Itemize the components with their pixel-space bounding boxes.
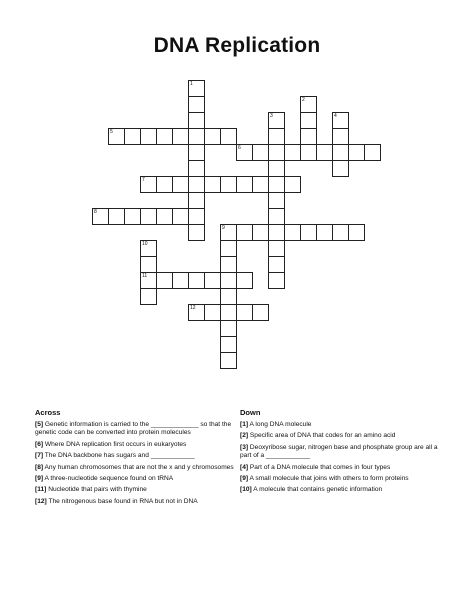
clue-number: 10 xyxy=(142,241,148,247)
grid-cell[interactable] xyxy=(284,176,301,193)
grid-cell[interactable] xyxy=(236,272,253,289)
clue-across-11: [11] Nucleotide that pairs with thymine xyxy=(35,486,147,494)
grid-cell[interactable] xyxy=(268,256,285,273)
grid-cell[interactable] xyxy=(220,320,237,337)
grid-cell[interactable] xyxy=(220,240,237,257)
clue-across-12: [12] The nitrogenous base found in RNA but not in DNA xyxy=(35,497,198,505)
grid-cell[interactable] xyxy=(332,160,349,177)
grid-cell[interactable] xyxy=(220,256,237,273)
grid-cell[interactable] xyxy=(204,272,221,289)
puzzle-title: DNA Replication xyxy=(153,34,321,57)
grid-cell[interactable] xyxy=(268,208,285,225)
grid-cell[interactable] xyxy=(220,224,237,241)
grid-cell[interactable] xyxy=(220,128,237,145)
grid-cell[interactable] xyxy=(156,272,173,289)
grid-cell[interactable] xyxy=(220,336,237,353)
clue-down-10: [10] A molecule that contains genetic information xyxy=(240,486,383,494)
clue-number: 7 xyxy=(142,177,145,183)
clue-number: 9 xyxy=(222,225,225,231)
grid-cell[interactable] xyxy=(188,176,205,193)
grid-cell[interactable] xyxy=(188,96,205,113)
clue-down-4: [4] Part of a DNA molecule that comes in four types xyxy=(240,463,391,471)
grid-cell[interactable] xyxy=(188,224,205,241)
grid-cell[interactable] xyxy=(316,144,333,161)
grid-cell[interactable] xyxy=(268,272,285,289)
grid-cell[interactable] xyxy=(268,128,285,145)
grid-cell[interactable] xyxy=(348,144,365,161)
grid-cell[interactable] xyxy=(252,144,269,161)
grid-cell[interactable] xyxy=(284,144,301,161)
across-heading: Across xyxy=(35,408,61,417)
grid-cell[interactable] xyxy=(268,144,285,161)
clue-down-3: [3] Deoxyribose sugar, nitrogen base and phosphate group are all a part of a ____________ xyxy=(240,443,438,460)
grid-cell[interactable] xyxy=(236,224,253,241)
grid-cell[interactable] xyxy=(108,208,125,225)
grid-cell[interactable] xyxy=(188,112,205,129)
grid-cell[interactable] xyxy=(92,208,109,225)
grid-cell[interactable] xyxy=(332,112,349,129)
grid-cell[interactable] xyxy=(300,224,317,241)
clue-across-9: [9] A three-nucleotide sequence found on tRNA xyxy=(35,475,174,483)
clue-across-7: [7] The DNA backbone has sugars and ____________ xyxy=(35,452,195,460)
clue-number: 6 xyxy=(238,145,241,151)
grid-cell[interactable] xyxy=(188,304,205,321)
grid-cell[interactable] xyxy=(140,176,157,193)
grid-cell[interactable] xyxy=(108,128,125,145)
grid-cell[interactable] xyxy=(156,208,173,225)
grid-cell[interactable] xyxy=(204,176,221,193)
grid-cell[interactable] xyxy=(236,304,253,321)
grid-cell[interactable] xyxy=(268,192,285,209)
grid-cell[interactable] xyxy=(140,272,157,289)
grid-cell[interactable] xyxy=(220,288,237,305)
grid-cell[interactable] xyxy=(236,144,253,161)
clue-number: 4 xyxy=(334,113,337,119)
grid-cell[interactable] xyxy=(140,240,157,257)
clue-down-2: [2] Specific area of DNA that codes for an amino acid xyxy=(240,432,396,440)
clue-down-9: [9] A small molecule that joins with others to form proteins xyxy=(240,475,409,483)
grid-cell[interactable] xyxy=(268,176,285,193)
clue-across-8: [8] Any human chromosomes that are not the x and y chromosomes xyxy=(35,463,234,471)
clue-number: 12 xyxy=(190,305,196,311)
grid-cell[interactable] xyxy=(300,112,317,129)
grid-cell[interactable] xyxy=(284,224,301,241)
grid-cell[interactable] xyxy=(140,128,157,145)
grid-cell[interactable] xyxy=(188,128,205,145)
grid-cell[interactable] xyxy=(188,80,205,97)
grid-cell[interactable] xyxy=(188,160,205,177)
grid-cell[interactable] xyxy=(124,208,141,225)
grid-cell[interactable] xyxy=(332,224,349,241)
grid-cell[interactable] xyxy=(252,176,269,193)
grid-cell[interactable] xyxy=(236,176,253,193)
grid-cell[interactable] xyxy=(140,288,157,305)
clue-across-6: [6] Where DNA replication first occurs in eukaryotes xyxy=(35,440,187,448)
clue-down-1: [1] A long DNA molecule xyxy=(240,421,312,428)
grid-cell[interactable] xyxy=(268,224,285,241)
grid-cell[interactable] xyxy=(124,128,141,145)
grid-cell[interactable] xyxy=(364,144,381,161)
grid-cell[interactable] xyxy=(172,208,189,225)
clue-number: 5 xyxy=(110,129,113,135)
clue-number: 11 xyxy=(142,273,148,279)
grid-cell[interactable] xyxy=(188,208,205,225)
grid-cell[interactable] xyxy=(332,128,349,145)
grid-cell[interactable] xyxy=(268,240,285,257)
grid-cell[interactable] xyxy=(188,192,205,209)
grid-cell[interactable] xyxy=(220,176,237,193)
grid-cell[interactable] xyxy=(268,112,285,129)
across-clue-list xyxy=(35,421,245,509)
grid-cell[interactable] xyxy=(204,128,221,145)
grid-cell[interactable] xyxy=(188,144,205,161)
clue-across-5: [5] Genetic information is carried to the _____________ so that the genetic code can be converted into protein molecules xyxy=(35,421,232,437)
grid-cell[interactable] xyxy=(300,144,317,161)
down-clue-list xyxy=(240,421,450,498)
grid-cell[interactable] xyxy=(252,224,269,241)
grid-cell[interactable] xyxy=(348,224,365,241)
clue-number: 2 xyxy=(302,97,305,103)
clue-number: 1 xyxy=(190,81,193,87)
grid-cell[interactable] xyxy=(300,128,317,145)
grid-cell[interactable] xyxy=(252,304,269,321)
clue-number: 3 xyxy=(270,113,273,119)
grid-cell[interactable] xyxy=(220,352,237,369)
grid-cell[interactable] xyxy=(188,272,205,289)
grid-cell[interactable] xyxy=(268,160,285,177)
grid-cell[interactable] xyxy=(316,224,333,241)
grid-cell[interactable] xyxy=(172,176,189,193)
grid-cell[interactable] xyxy=(140,208,157,225)
down-heading: Down xyxy=(240,408,261,417)
clue-number: 8 xyxy=(94,209,97,215)
grid-cell[interactable] xyxy=(300,96,317,113)
grid-cell[interactable] xyxy=(156,176,173,193)
grid-cell[interactable] xyxy=(140,256,157,273)
grid-cell[interactable] xyxy=(332,144,349,161)
grid-cell[interactable] xyxy=(220,304,237,321)
grid-cell[interactable] xyxy=(172,272,189,289)
grid-cell[interactable] xyxy=(220,272,237,289)
grid-cell[interactable] xyxy=(172,128,189,145)
grid-cell[interactable] xyxy=(156,128,173,145)
grid-cell[interactable] xyxy=(204,304,221,321)
